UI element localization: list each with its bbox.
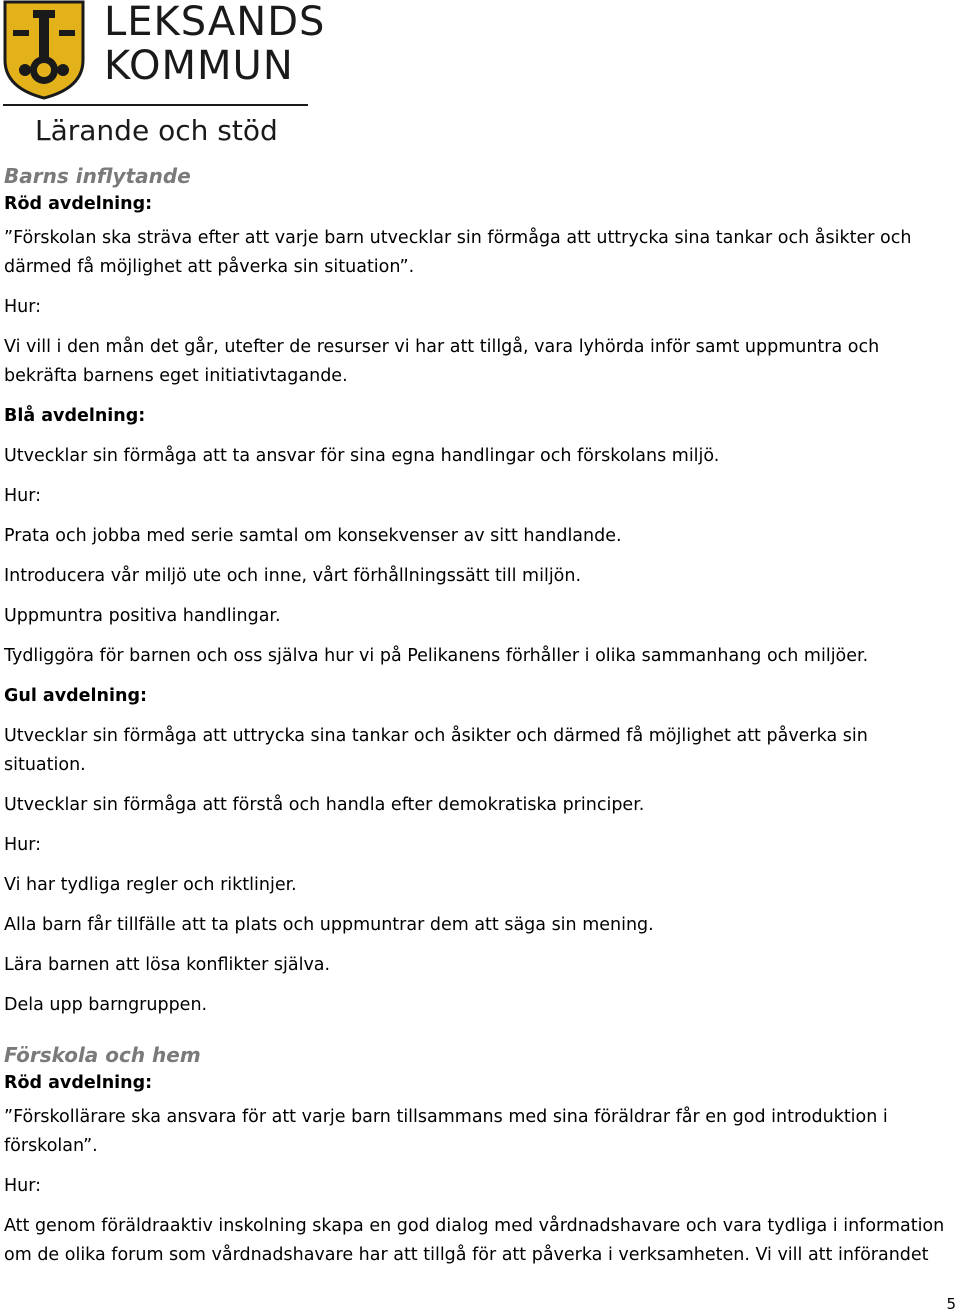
red-method-text: Vi vill i den mån det går, utefter de resurser vi har att tillgå, vara lyhörda inför samt uppmuntra och bekräfta barnens eget initiativtagande. — [4, 337, 880, 386]
section-title: Förskola och hem — [4, 1043, 201, 1067]
municipal-crest-icon — [3, 0, 85, 100]
brand-name-line2: KOMMUN — [104, 43, 294, 89]
yellow-department-label: Gul avdelning: — [4, 686, 147, 706]
list-item: Tydliggöra för barnen och oss själva hur vi på Pelikanens förhåller i olika sammanhang och miljöer. — [4, 646, 869, 666]
red-goal-quote: ”Förskolan ska sträva efter att varje barn utvecklar sin förmåga att uttrycka sina tankar och åsikter och därmed få möjlighet att påverka sin situation”. — [4, 228, 912, 277]
yellow-goal-text: Utvecklar sin förmåga att förstå och handla efter demokratiska principer. — [4, 795, 645, 815]
hur-label: Hur: — [4, 835, 42, 855]
blue-goal-text: Utvecklar sin förmåga att ta ansvar för sina egna handlingar och förskolans miljö. — [4, 446, 720, 466]
list-item: Prata och jobba med serie samtal om konsekvenser av sitt handlande. — [4, 526, 622, 546]
list-item: Lära barnen att lösa konflikter själva. — [4, 955, 331, 975]
red-department-label: Röd avdelning: — [4, 1073, 153, 1093]
list-item: Dela upp barngruppen. — [4, 995, 208, 1015]
list-item: Alla barn får tillfälle att ta plats och uppmuntrar dem att säga sin mening. — [4, 915, 654, 935]
list-item: Vi har tydliga regler och riktlinjer. — [4, 875, 297, 895]
brand-name-line1: LEKSANDS — [104, 0, 326, 45]
list-item: Uppmuntra positiva handlingar. — [4, 606, 281, 626]
hur-label: Hur: — [4, 297, 42, 317]
red-method-text: Att genom föräldraaktiv inskolning skapa en god dialog med vårdnadshavare och vara tydliga i information om de olika forum som vårdnadshavare har att tillgå för att påverka i verksamheten. Vi vill att införandet — [4, 1216, 945, 1265]
blue-department-label: Blå avdelning: — [4, 406, 146, 426]
yellow-goal-text: Utvecklar sin förmåga att uttrycka sina tankar och åsikter och därmed få möjlighet att påverka sin situation. — [4, 726, 868, 775]
hur-label: Hur: — [4, 486, 42, 506]
hur-label: Hur: — [4, 1176, 42, 1196]
document-header — [0, 0, 326, 150]
page-number: 5 — [946, 1295, 956, 1313]
department-name: Lärande och stöd — [35, 114, 278, 147]
section-title: Barns inflytande — [4, 164, 191, 188]
red-goal-quote: ”Förskollärare ska ansvara för att varje barn tillsammans med sina föräldrar får en god introduktion i förskolan”. — [4, 1107, 888, 1156]
list-item: Introducera vår miljö ute och inne, vårt förhållningssätt till miljön. — [4, 566, 582, 586]
red-department-label: Röd avdelning: — [4, 194, 153, 214]
header-divider — [3, 104, 308, 106]
document-body — [4, 162, 954, 1281]
